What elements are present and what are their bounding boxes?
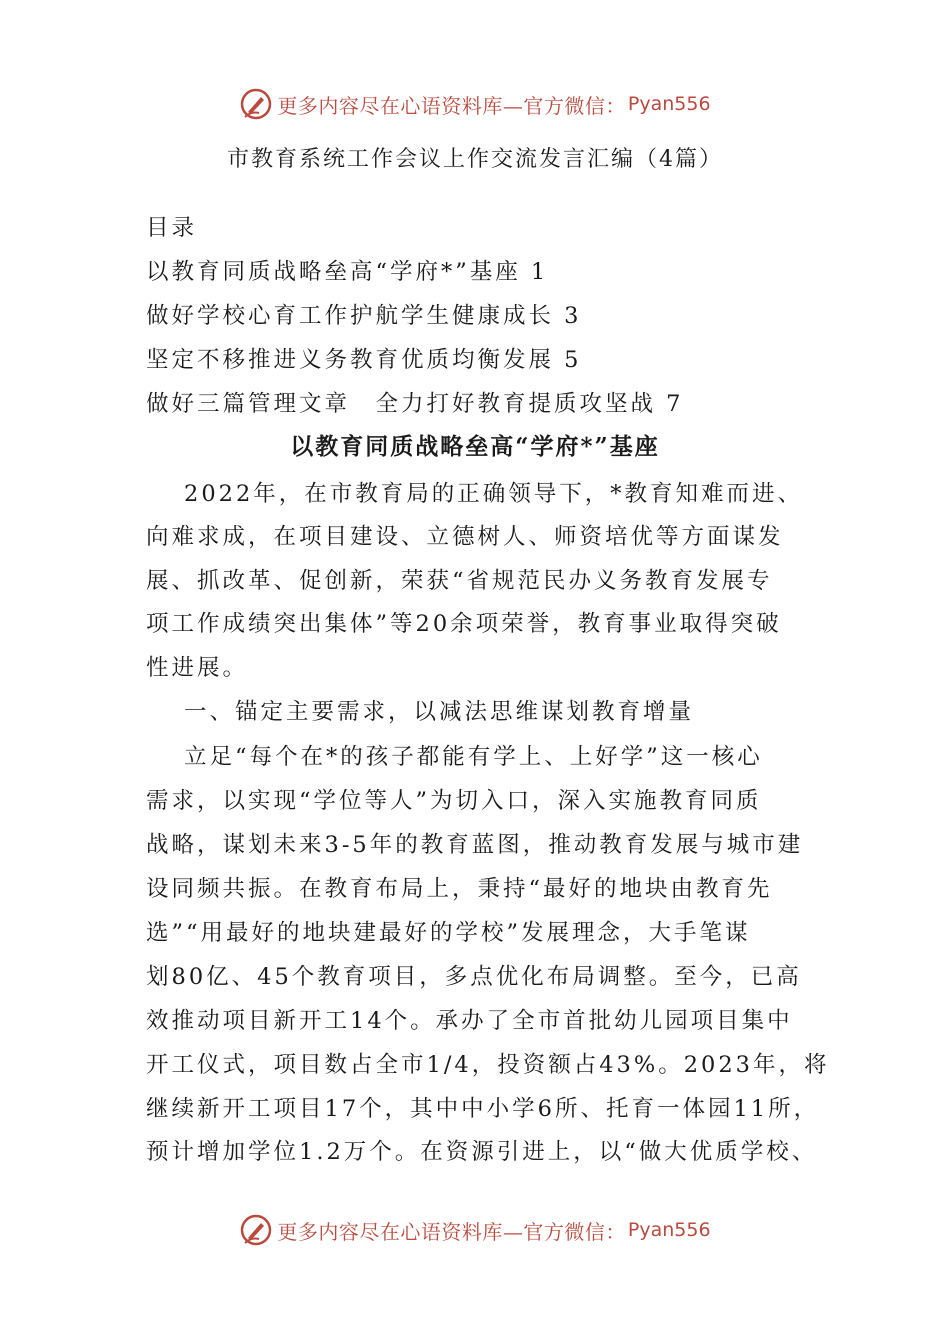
body-line: 效推动项目新开工14个。承办了全市首批幼儿园项目集中 bbox=[146, 1008, 793, 1034]
body-line: 开工仪式，项目数占全市1/4，投资额占43%。2023年，将 bbox=[146, 1052, 830, 1078]
document-title: 市教育系统工作会议上作交流发言汇编（4篇） bbox=[227, 147, 723, 172]
body-line: 需求，以实现“学位等人”为切入口，深入实施教育同质 bbox=[146, 788, 762, 814]
body-line: 设同频共振。在教育布局上，秉持“最好的地块由教育先 bbox=[146, 876, 773, 902]
toc-heading: 目录 bbox=[146, 215, 198, 241]
toc-item: 做好三篇管理文章 全力打好教育提质攻坚战 7 bbox=[146, 391, 684, 417]
banner-wechat-id: Pyan556 bbox=[627, 1219, 711, 1241]
body-line: 向难求成，在项目建设、立德树人、师资培优等方面谋发 bbox=[146, 524, 784, 550]
pen-nib-circle-icon bbox=[239, 1213, 273, 1247]
banner-text: 更多内容尽在心语资料库—官方微信： bbox=[277, 93, 626, 118]
body-line: 继续新开工项目17个，其中中小学6所、托育一体园11所， bbox=[146, 1096, 820, 1122]
body-line: 展、抓改革、促创新，荣获“省规范民办义务教育发展专 bbox=[146, 568, 773, 594]
body-line: 划80亿、45个教育项目，多点优化布局调整。至今，已高 bbox=[146, 964, 802, 990]
body-line: 战略，谋划未来3-5年的教育蓝图，推动教育发展与城市建 bbox=[146, 832, 804, 858]
pen-nib-circle-icon bbox=[239, 87, 273, 121]
banner-wechat-id: Pyan556 bbox=[627, 93, 711, 115]
bottom-watermark-banner bbox=[0, 1210, 950, 1250]
body-line: 立足“每个在*的孩子都能有学上、上好学”这一核心 bbox=[184, 744, 763, 770]
section-title: 以教育同质战略垒高“学府*”基座 bbox=[290, 433, 660, 460]
toc-item: 以教育同质战略垒高“学府*”基座 1 bbox=[146, 259, 549, 285]
toc-item: 做好学校心育工作护航学生健康成长 3 bbox=[146, 303, 582, 329]
body-line: 性进展。 bbox=[146, 655, 249, 681]
toc-item: 坚定不移推进义务教育优质均衡发展 5 bbox=[146, 347, 582, 373]
banner-text: 更多内容尽在心语资料库—官方微信： bbox=[277, 1219, 626, 1244]
top-watermark-banner bbox=[0, 84, 950, 124]
subheading-line: 一、锚定主要需求，以减法思维谋划教育增量 bbox=[184, 699, 695, 725]
body-line: 项工作成绩突出集体”等20余项荣誉，教育事业取得突破 bbox=[146, 611, 782, 637]
body-line: 2022年，在市教育局的正确领导下，*教育知难而进、 bbox=[184, 481, 804, 507]
body-line: 预计增加学位1.2万个。在资源引进上，以“做大优质学校、 bbox=[146, 1139, 818, 1165]
body-line: 选”“用最好的地块建最好的学校”发展理念，大手笔谋 bbox=[146, 920, 751, 946]
